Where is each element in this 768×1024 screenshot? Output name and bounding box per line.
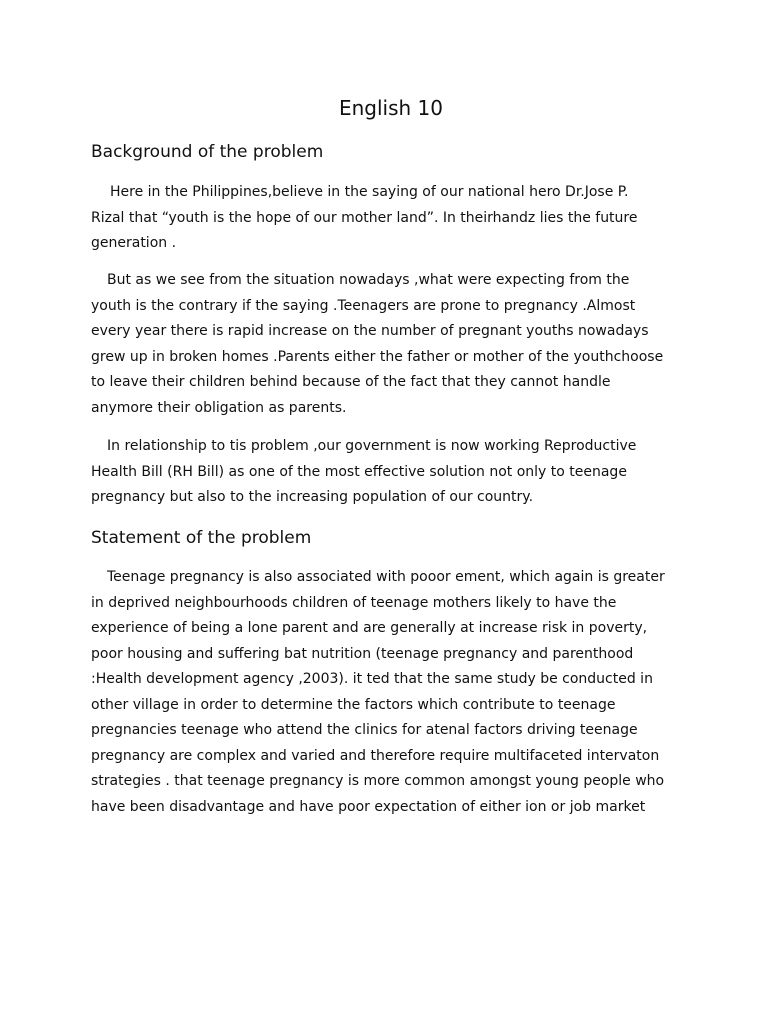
paragraph-line: Rizal that “youth is the hope of our mother land”. In theirhandz lies the future — [91, 209, 638, 226]
paragraph-line: pregnancies teenage who attend the clinics for atenal factors driving teenage — [91, 722, 638, 738]
paragraph-line: poor housing and suffering bat nutrition (teenage pregnancy and parenthood — [91, 645, 634, 662]
paragraph-background-1 — [91, 180, 691, 257]
paragraph-line: other village in order to determine the factors which contribute to teenage — [91, 696, 616, 713]
paragraph-line: pregnancy but also to the increasing population of our country. — [91, 489, 534, 505]
paragraph-line: youth is the contrary if the saying .Teenagers are prone to pregnancy .Almost — [91, 297, 636, 314]
section-heading-background: Background of the problem — [91, 142, 324, 162]
paragraph-line: to leave their children behind because of the fact that they cannot handle — [91, 374, 611, 390]
section-heading-statement: Statement of the problem — [91, 528, 312, 548]
paragraph-line: every year there is rapid increase on the number of pregnant youths nowadays — [91, 323, 649, 339]
paragraph-line: experience of being a lone parent and are generally at increase risk in poverty, — [91, 620, 648, 636]
paragraph-line: in deprived neighbourhoods children of teenage mothers likely to have the — [91, 594, 617, 611]
paragraph-line: generation . — [91, 235, 177, 251]
paragraph-line: But as we see from the situation nowadays ,what were expecting from the — [107, 272, 630, 288]
paragraph-statement-1 — [91, 565, 691, 820]
paragraph-line: Teenage pregnancy is also associated with pooor ement, which again is greater — [107, 569, 665, 585]
paragraph-line: anymore their obligation as parents. — [91, 399, 347, 416]
paragraph-line: Here in the Philippines,believe in the saying of our national hero Dr.Jose P. — [110, 184, 629, 200]
document-title: English 10 — [338, 96, 444, 120]
paragraph-line: grew up in broken homes .Parents either the father or mother of the youthchoose — [91, 348, 664, 365]
paragraph-line: strategies . that teenage pregnancy is more common amongst young people who — [91, 773, 665, 789]
paragraph-background-2 — [91, 268, 691, 421]
document-page — [91, 0, 691, 1024]
paragraph-line: Health Bill (RH Bill) as one of the most effective solution not only to teenage — [91, 463, 627, 480]
paragraph-background-3 — [91, 434, 691, 511]
paragraph-line: In relationship to tis problem ,our government is now working Reproductive — [107, 438, 637, 454]
paragraph-line: pregnancy are complex and varied and therefore require multifaceted intervaton — [91, 747, 660, 764]
paragraph-line: :Health development agency ,2003). it ted that the same study be conducted in — [91, 671, 653, 687]
paragraph-line: have been disadvantage and have poor expectation of either ion or job market — [91, 798, 646, 815]
